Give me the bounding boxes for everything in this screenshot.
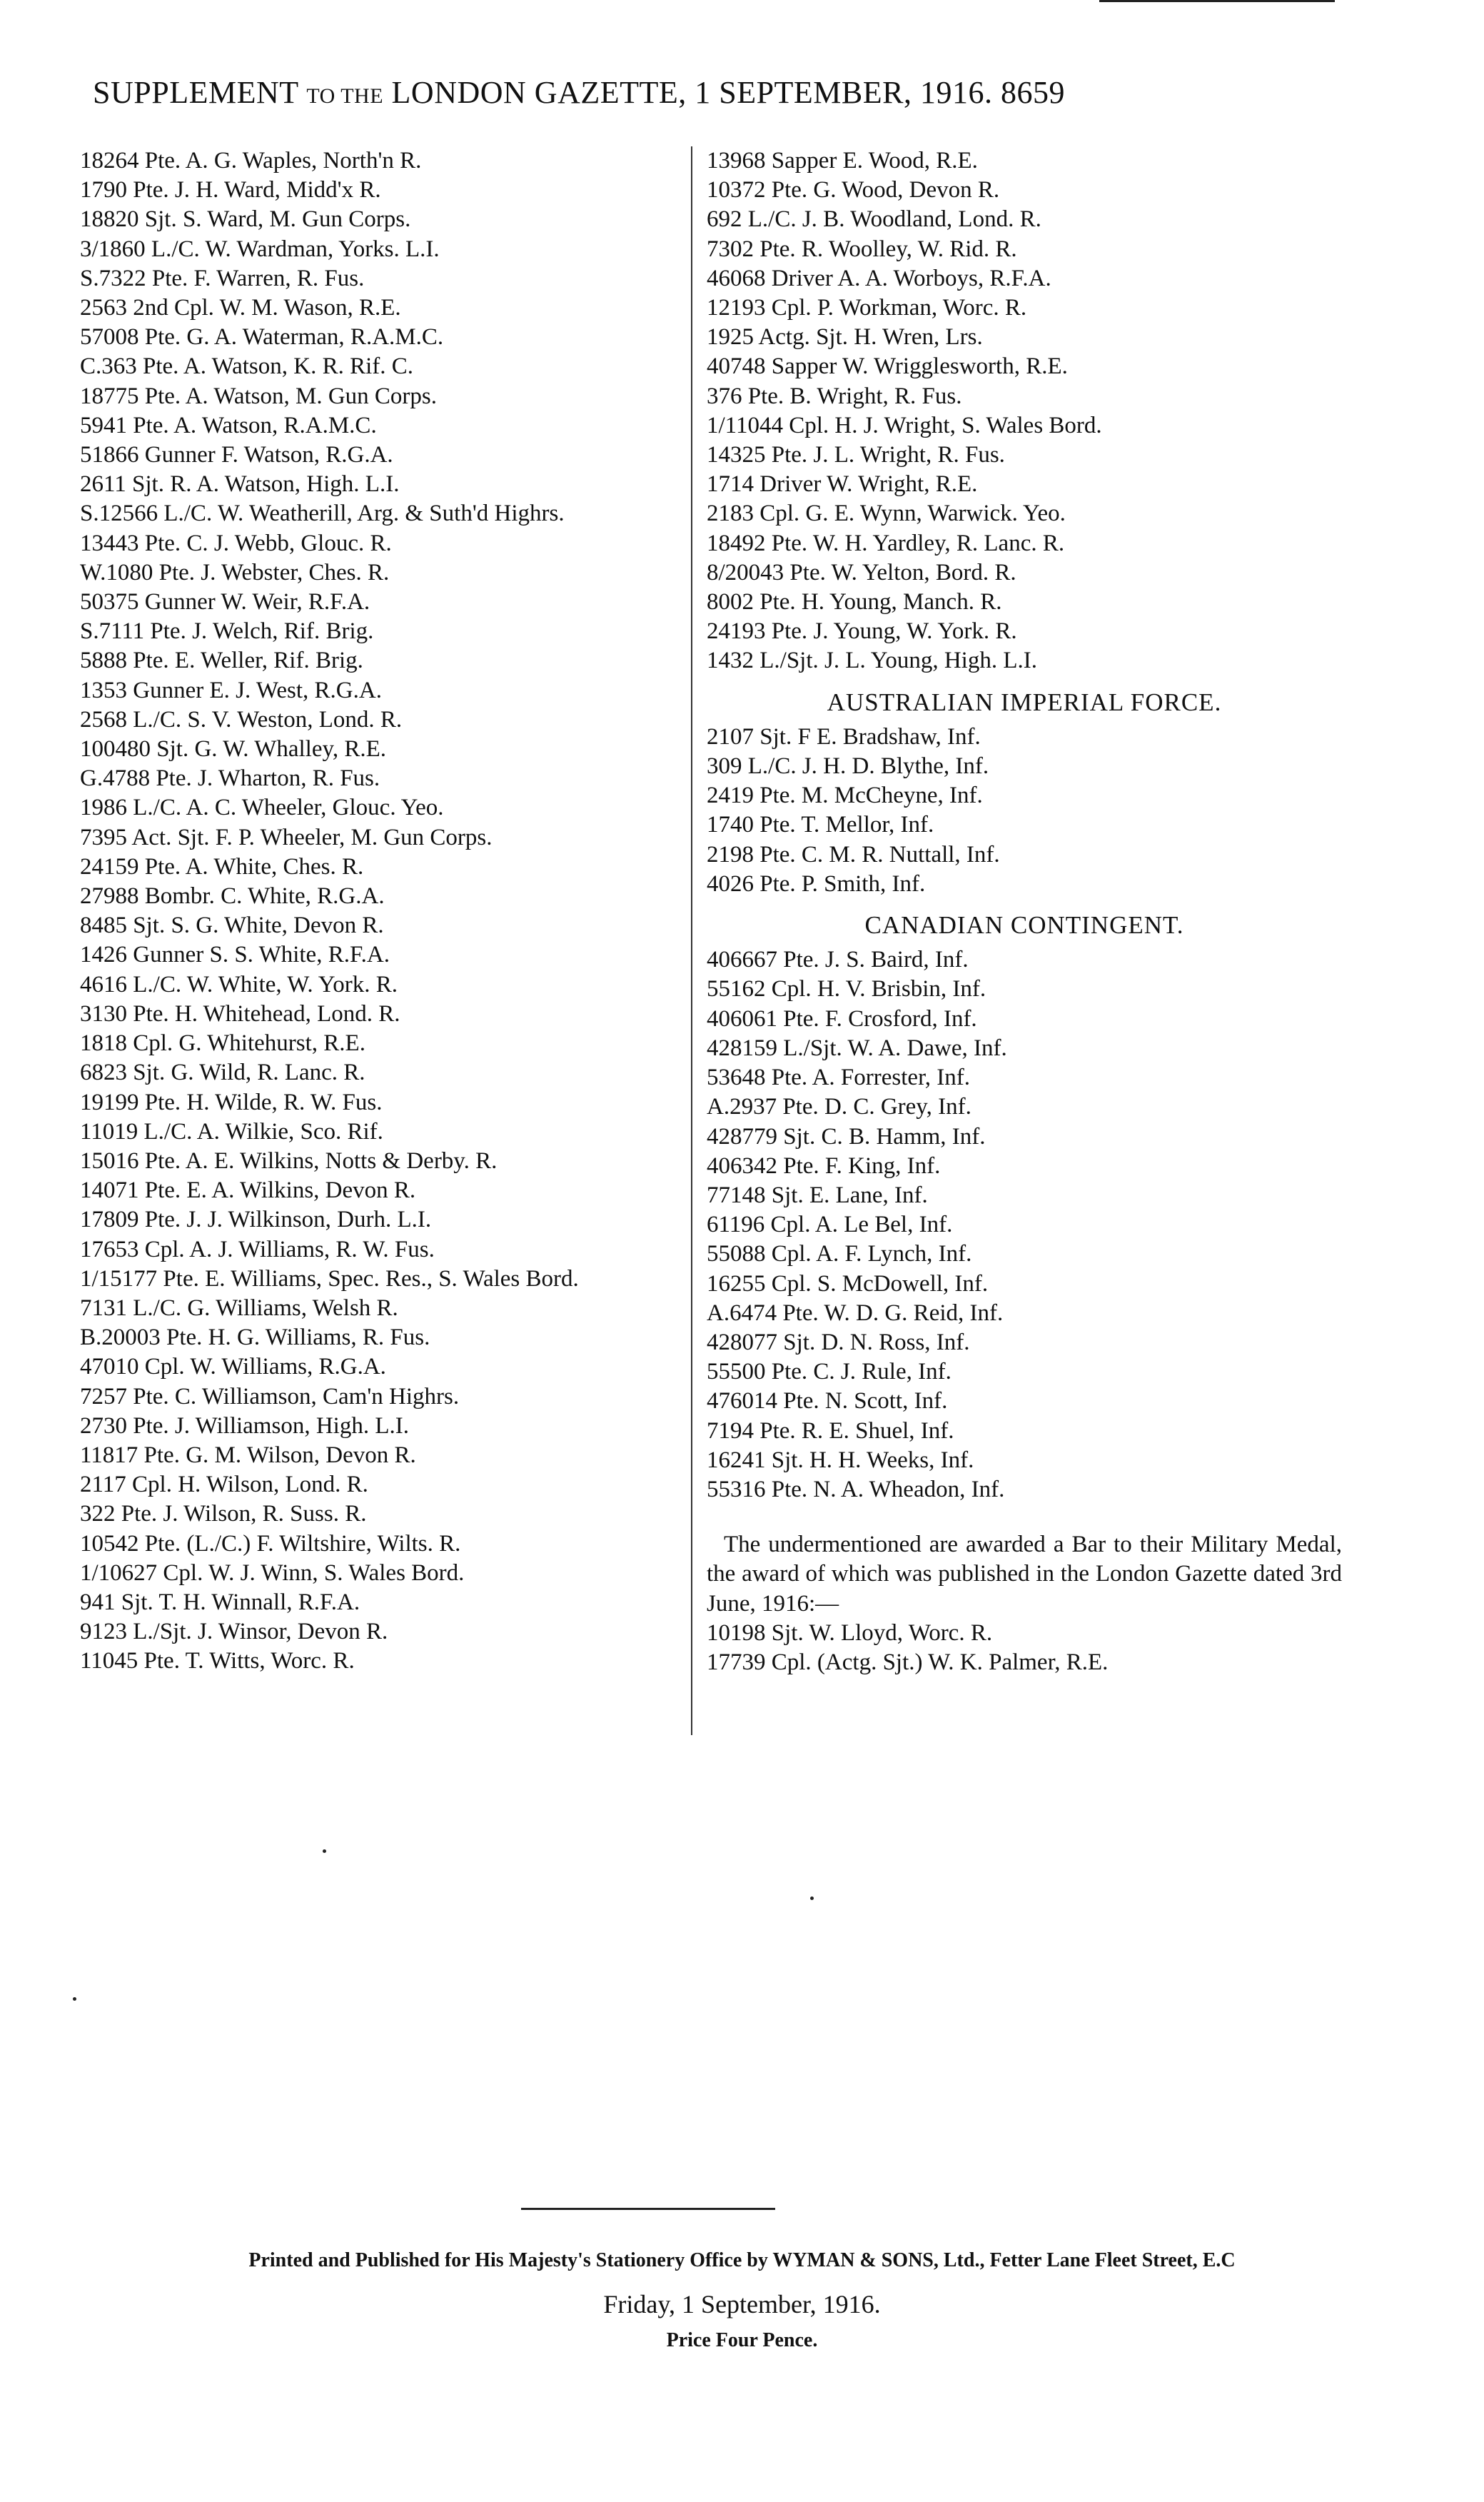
list-item: 55316 Pte. N. A. Wheadon, Inf.	[707, 1476, 1005, 1502]
list-item: S.12566 L./C. W. Weatherill, Arg. & Suth'd Highrs.	[80, 501, 565, 527]
list-item: 4026 Pte. P. Smith, Inf.	[707, 870, 926, 897]
list-item: A.6474 Pte. W. D. G. Reid, Inf.	[707, 1300, 1004, 1326]
list-item: 24159 Pte. A. White, Ches. R.	[80, 853, 364, 880]
list-item: A.2937 Pte. D. C. Grey, Inf.	[707, 1094, 971, 1120]
list-item: 100480 Sjt. G. W. Whalley, R.E.	[80, 736, 386, 763]
list-item: 40748 Sapper W. Wrigglesworth, R.E.	[707, 353, 1068, 380]
australian-entries	[707, 723, 1342, 899]
list-item: G.4788 Pte. J. Wharton, R. Fus.	[80, 765, 380, 792]
list-item: 2568 L./C. S. V. Weston, Lond. R.	[80, 706, 403, 733]
list-item: 8/20043 Pte. W. Yelton, Bord. R.	[707, 559, 1016, 586]
list-item: 2730 Pte. J. Williamson, High. L.I.	[80, 1412, 409, 1439]
list-item: 2198 Pte. C. M. R. Nuttall, Inf.	[707, 841, 1000, 868]
list-item: 46068 Driver A. A. Worboys, R.F.A.	[707, 265, 1051, 291]
list-item: 17653 Cpl. A. J. Williams, R. W. Fus.	[80, 1236, 435, 1262]
list-item: 55162 Cpl. H. V. Brisbin, Inf.	[707, 976, 986, 1003]
list-item: 5941 Pte. A. Watson, R.A.M.C.	[80, 412, 377, 438]
list-item: 1/10627 Cpl. W. J. Winn, S. Wales Bord.	[80, 1559, 465, 1586]
list-item: 9123 L./Sjt. J. Winsor, Devon R.	[80, 1619, 388, 1645]
list-item: 13443 Pte. C. J. Webb, Glouc. R.	[80, 530, 392, 556]
list-item: 428159 L./Sjt. W. A. Dawe, Inf.	[707, 1035, 1007, 1061]
list-item: 1432 L./Sjt. J. L. Young, High. L.I.	[707, 648, 1037, 674]
list-item: 322 Pte. J. Wilson, R. Suss. R.	[80, 1501, 367, 1527]
list-item: W.1080 Pte. J. Webster, Ches. R.	[80, 559, 390, 586]
list-item: 376 Pte. B. Wright, R. Fus.	[707, 383, 962, 409]
list-item: 428077 Sjt. D. N. Ross, Inf.	[707, 1329, 970, 1355]
list-item: 5888 Pte. E. Weller, Rif. Brig.	[80, 648, 363, 674]
list-item: 309 L./C. J. H. D. Blythe, Inf.	[707, 753, 989, 780]
canadian-heading: CANADIAN CONTINGENT.	[864, 911, 1184, 940]
column-divider	[691, 146, 692, 1735]
list-item: 11019 L./C. A. Wilkie, Sco. Rif.	[80, 1118, 383, 1145]
list-item: 2107 Sjt. F E. Bradshaw, Inf.	[707, 723, 981, 750]
list-item: 18820 Sjt. S. Ward, M. Gun Corps.	[80, 206, 411, 233]
list-item: 6823 Sjt. G. Wild, R. Lanc. R.	[80, 1060, 365, 1086]
australian-heading: AUSTRALIAN IMPERIAL FORCE.	[827, 688, 1222, 716]
list-item: 2611 Sjt. R. A. Watson, High. L.I.	[80, 471, 400, 498]
list-item: 1/11044 Cpl. H. J. Wright, S. Wales Bord.	[707, 412, 1102, 438]
list-item: 428779 Sjt. C. B. Hamm, Inf.	[707, 1123, 986, 1150]
header-to-the: TO THE	[306, 84, 384, 108]
list-item: 47010 Cpl. W. Williams, R.G.A.	[80, 1354, 386, 1380]
list-item: 941 Sjt. T. H. Winnall, R.F.A.	[80, 1589, 360, 1615]
list-item: 27988 Bombr. C. White, R.G.A.	[80, 883, 385, 910]
list-item: 10542 Pte. (L./C.) F. Wiltshire, Wilts. R.	[80, 1530, 461, 1557]
list-item: 8485 Sjt. S. G. White, Devon R.	[80, 913, 384, 939]
list-item: 7194 Pte. R. E. Shuel, Inf.	[707, 1417, 954, 1444]
list-item: 16255 Cpl. S. McDowell, Inf.	[707, 1270, 989, 1297]
list-item: 1925 Actg. Sjt. H. Wren, Lrs.	[707, 324, 983, 351]
list-item: C.363 Pte. A. Watson, K. R. Rif. C.	[80, 353, 414, 380]
canadian-entries	[707, 945, 1342, 1504]
list-item: B.20003 Pte. H. G. Williams, R. Fus.	[80, 1325, 430, 1351]
list-item: 692 L./C. J. B. Woodland, Lond. R.	[707, 206, 1041, 233]
list-item: 1818 Cpl. G. Whitehurst, R.E.	[80, 1030, 365, 1057]
list-item: 53648 Pte. A. Forrester, Inf.	[707, 1065, 970, 1091]
list-item: 14071 Pte. E. A. Wilkins, Devon R.	[80, 1177, 416, 1204]
list-item: 1790 Pte. J. H. Ward, Midd'x R.	[80, 177, 381, 204]
list-item: 55500 Pte. C. J. Rule, Inf.	[707, 1359, 952, 1385]
list-item: 17809 Pte. J. J. Wilkinson, Durh. L.I.	[80, 1207, 432, 1233]
list-item: 2183 Cpl. G. E. Wynn, Warwick. Yeo.	[707, 501, 1066, 527]
list-item: 24193 Pte. J. Young, W. York. R.	[707, 618, 1017, 645]
right-column	[707, 146, 1342, 1677]
top-rule	[1099, 0, 1335, 2]
list-item: 1/15177 Pte. E. Williams, Spec. Res., S. Wales Bord.	[80, 1265, 579, 1292]
bar-entries	[707, 1619, 1342, 1677]
list-item: S.7111 Pte. J. Welch, Rif. Brig.	[80, 618, 374, 645]
list-item: 77148 Sjt. E. Lane, Inf.	[707, 1182, 928, 1208]
list-item: 476014 Pte. N. Scott, Inf.	[707, 1388, 948, 1415]
list-item: 3/1860 L./C. W. Wardman, Yorks. L.I.	[80, 236, 440, 262]
speck	[810, 1896, 814, 1900]
list-item: 1426 Gunner S. S. White, R.F.A.	[80, 942, 390, 968]
speck	[323, 1849, 326, 1853]
list-item: 2419 Pte. M. McCheyne, Inf.	[707, 783, 983, 809]
list-item: 4616 L./C. W. White, W. York. R.	[80, 971, 398, 998]
header-supplement: SUPPLEMENT	[93, 75, 298, 110]
page-header	[93, 74, 1321, 111]
publication-date: Friday, 1 September, 1916.	[603, 2290, 881, 2318]
bar-note: The undermentioned are awarded a Bar to their Military Medal, the award of which was published in the London Gazette dated 3rd June, 1916:—	[707, 1532, 1342, 1617]
list-item: 3130 Pte. H. Whitehead, Lond. R.	[80, 1000, 400, 1027]
list-item: 1740 Pte. T. Mellor, Inf.	[707, 812, 934, 838]
printer-imprint: Printed and Published for His Majesty's Stationery Office by WYMAN & SONS, Ltd., Fetter Lane Fleet Street, E.C	[248, 2249, 1236, 2271]
list-item: S.7322 Pte. F. Warren, R. Fus.	[80, 265, 365, 291]
list-item: 18264 Pte. A. G. Waples, North'n R.	[80, 148, 422, 174]
list-item: 61196 Cpl. A. Le Bel, Inf.	[707, 1212, 953, 1238]
footer-rule	[521, 2208, 775, 2210]
list-item: 14325 Pte. J. L. Wright, R. Fus.	[707, 442, 1005, 468]
list-item: 10372 Pte. G. Wood, Devon R.	[707, 177, 1000, 204]
list-item: 1714 Driver W. Wright, R.E.	[707, 471, 978, 498]
list-item: 13968 Sapper E. Wood, R.E.	[707, 148, 978, 174]
list-item: 406667 Pte. J. S. Baird, Inf.	[707, 947, 969, 973]
list-item: 406061 Pte. F. Crosford, Inf.	[707, 1005, 977, 1032]
list-item: 17739 Cpl. (Actg. Sjt.) W. K. Palmer, R.E.	[707, 1649, 1109, 1675]
price: Price Four Pence.	[666, 2329, 818, 2351]
list-item: 19199 Pte. H. Wilde, R. W. Fus.	[80, 1089, 383, 1115]
page-number: 8659	[1001, 75, 1066, 110]
list-item: 1986 L./C. A. C. Wheeler, Glouc. Yeo.	[80, 795, 444, 821]
header-gazette-date: LONDON GAZETTE, 1 SEPTEMBER, 1916.	[391, 75, 993, 110]
list-item: 51866 Gunner F. Watson, R.G.A.	[80, 442, 393, 468]
list-item: 11045 Pte. T. Witts, Worc. R.	[80, 1648, 355, 1674]
list-item: 406342 Pte. F. King, Inf.	[707, 1152, 941, 1179]
list-item: 7302 Pte. R. Woolley, W. Rid. R.	[707, 236, 1017, 262]
list-item: 18492 Pte. W. H. Yardley, R. Lanc. R.	[707, 530, 1065, 556]
list-item: 7131 L./C. G. Williams, Welsh R.	[80, 1295, 398, 1321]
list-item: 50375 Gunner W. Weir, R.F.A.	[80, 589, 370, 616]
right-entries	[707, 146, 1342, 676]
list-item: 11817 Pte. G. M. Wilson, Devon R.	[80, 1442, 416, 1468]
list-item: 55088 Cpl. A. F. Lynch, Inf.	[707, 1241, 972, 1267]
list-item: 2117 Cpl. H. Wilson, Lond. R.	[80, 1472, 368, 1498]
list-item: 2563 2nd Cpl. W. M. Wason, R.E.	[80, 295, 401, 321]
list-item: 16241 Sjt. H. H. Weeks, Inf.	[707, 1447, 974, 1473]
list-item: 57008 Pte. G. A. Waterman, R.A.M.C.	[80, 324, 444, 351]
list-item: 12193 Cpl. P. Workman, Worc. R.	[707, 295, 1027, 321]
list-item: 7395 Act. Sjt. F. P. Wheeler, M. Gun Corps.	[80, 824, 493, 850]
list-item: 7257 Pte. C. Williamson, Cam'n Highrs.	[80, 1383, 460, 1410]
speck	[73, 1997, 76, 2001]
list-item: 10198 Sjt. W. Lloyd, Worc. R.	[707, 1619, 993, 1646]
list-item: 1353 Gunner E. J. West, R.G.A.	[80, 677, 382, 703]
list-item: 8002 Pte. H. Young, Manch. R.	[707, 589, 1002, 616]
left-column	[80, 146, 680, 1677]
list-item: 15016 Pte. A. E. Wilkins, Notts & Derby. R.	[80, 1147, 498, 1174]
list-item: 18775 Pte. A. Watson, M. Gun Corps.	[80, 383, 438, 409]
